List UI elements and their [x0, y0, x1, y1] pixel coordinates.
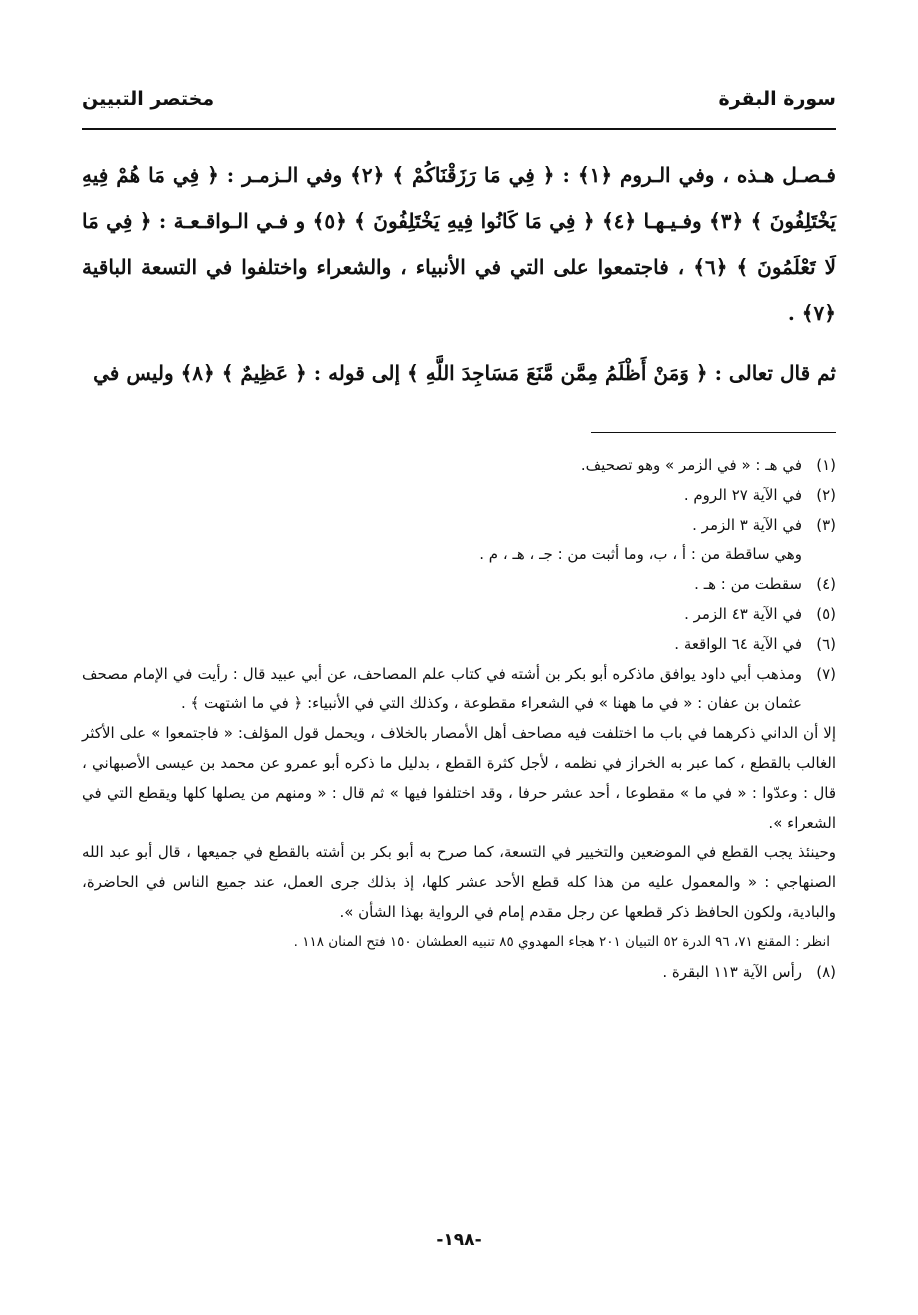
main-text	[82, 152, 836, 410]
footnote-number: (٤)	[816, 575, 836, 594]
footnote-8	[82, 958, 836, 988]
footnote-text: في الآية ٢٧ الروم .	[683, 485, 802, 504]
footnote-number: (١)	[816, 456, 836, 474]
footnote-text: سقطت من : هـ .	[694, 575, 802, 594]
footnotes	[82, 451, 836, 987]
footnote-number: (٥)	[816, 604, 836, 623]
footnote-7-paragraph-3: وحينئذ يجب القطع في الموضعين والتخيير في التسعة، كما صرح به أبو بكر بن أشته بالقطع في جميعها ، قال أبو عبد الله الصنهاجي : « والمعمول عليه من هذا كله قطع الأحد عشر كلها، إذ بذلك جرى العمل، عند جميع الناس في الحاضرة، والبادية، ولكون الحافظ ذكر قطعها عن رجل مقدم إمام في الرواية بهذا الشأن ».	[82, 843, 836, 921]
footnote-1	[82, 451, 836, 481]
footnote-text: رأس الآية ١١٣ البقرة .	[662, 962, 802, 981]
footnote-text: في الآية ٤٣ الزمر .	[684, 604, 802, 623]
footnote-7	[82, 660, 836, 720]
book-title: مختصر التبيين	[82, 88, 215, 110]
main-paragraph-1: فـصـل هـذه ، وفي الـروم ﴿١﴾ : ﴿ فِي مَا رَزَقْنَاكُمْ ﴾ ﴿٢﴾ وفي الـزمـر : ﴿ فِي مَا هُمْ فِيهِ يَخْتَلِفُونَ ﴾ ﴿٣﴾ وفـيـهـا ﴿٤﴾ ﴿ فِي مَا كَانُوا فِيهِ يَخْتَلِفُونَ ﴾ ﴿٥﴾ و فـي الـواقـعـة : ﴿ فِي مَا لَا تَعْلَمُونَ ﴾ ﴿٦﴾ ، فاجتمعوا على التي في الأنبياء ، والشعراء واختلفوا في التسعة الباقية ﴿٧﴾ .	[82, 163, 836, 325]
footnote-number: (٢)	[816, 485, 836, 504]
footnote-3-continuation: وهي ساقطة من : أ ، ب، وما أثبت من : جـ ، هـ ، م .	[479, 545, 802, 564]
footnote-number: (٧)	[816, 664, 836, 683]
footnote-6	[82, 630, 836, 660]
main-paragraph-2: ثم قال تعالى : ﴿ وَمَنْ أَظْلَمُ مِمَّن مَّنَعَ مَسَاجِدَ اللَّهِ ﴾ إلى قوله : ﴿ عَظِيمٌ ﴾ ﴿٨﴾ وليس في	[93, 361, 836, 385]
footnote-text: في الآية ٦٤ الواقعة .	[674, 634, 802, 653]
page-number: -١٩٨-	[436, 1230, 482, 1250]
footnote-3	[82, 511, 836, 541]
footnote-7-references: انظر : المقنع ٧١، ٩٦ الدرة ٥٢ التبيان ٢٠١ هجاء المهدوي ٨٥ تنبيه العطشان ١٥٠ فتح المنان ١١٨ .	[293, 933, 830, 950]
footnote-text: في الآية ٣ الزمر .	[692, 515, 802, 534]
footnote-5	[82, 600, 836, 630]
footnote-number: (٣)	[816, 515, 836, 534]
footnote-number: (٦)	[816, 634, 836, 653]
footnote-4	[82, 570, 836, 600]
surah-title: سورة البقرة	[718, 88, 836, 110]
footnote-text: في هـ : « في الزمر » وهو تصحيف.	[580, 456, 802, 474]
footnote-separator	[591, 432, 836, 433]
footnote-number: (٨)	[816, 962, 836, 981]
footnote-7-paragraph-2: إلا أن الداني ذكرهما في باب ما اختلفت فيه مصاحف أهل الأمصار بالخلاف ، ويحمل قول المؤلف: « فاجتمعوا » على الأكثر الغالب بالقطع ، كما عبر به الخراز في نظمه ، لأجل كثرة القطع ، بدليل ما ذكره أبو عمرو عن محمد بن عيسى الأصبهاني ، قال : وعدّوا : « في ما » مقطوعا ، أحد عشر حرفا ، وقد اختلفوا فيها » ثم قال : « ومنهم من يصلها كلها ويقطع التي في الشعراء ».	[82, 724, 836, 832]
footnote-2	[82, 481, 836, 511]
footnote-text: ومذهب أبي داود يوافق ماذكره أبو بكر بن أشته في كتاب علم المصاحف، عن أبي عبيد قال : رأيت في الإمام مصحف عثمان بن عفان : « في ما ههنا » في الشعراء مقطوعة ، وكذلك التي في الأنبياء: ﴿ في ما اشتهت ﴾ .	[82, 664, 802, 713]
running-header	[82, 88, 836, 130]
